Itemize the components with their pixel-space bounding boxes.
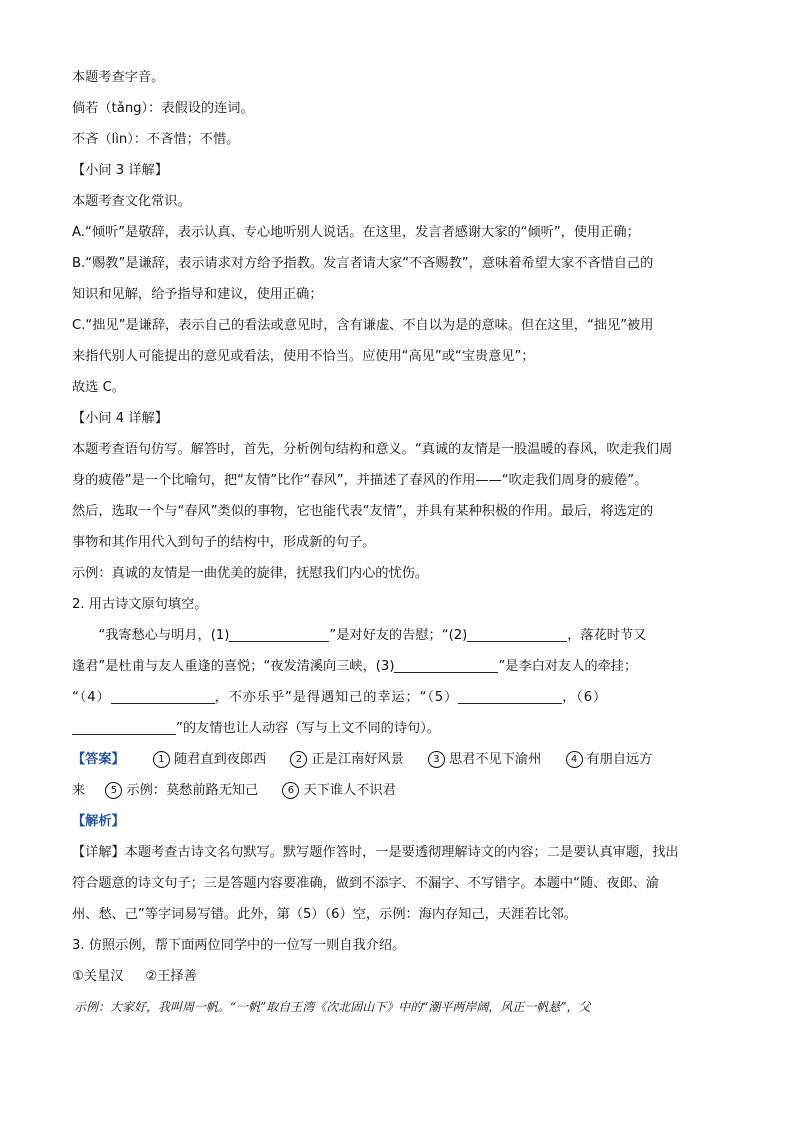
fill-line [72,651,724,682]
circled-number: 2 [290,751,307,768]
answer-text: 天下谁人不识君 [303,783,396,798]
fill-blank-6[interactable] [72,716,176,735]
fill-text: 逢君”是杜甫与友人重逢的喜悦；“夜发清溪向三峡，(3) [72,659,395,674]
fill-line [72,713,724,744]
option-line [72,961,724,992]
answer-item [428,744,541,775]
text-line: 本题考查语句仿写。解答时，首先，分析例句结构和意义。“真诚的友情是一股温暖的春风，吹走我们周 [72,442,673,457]
answer-text: 正是江南好风景 [311,752,404,767]
example-text: 示例：大家好，我叫周一帆。“一帆”取自王湾《次北固山下》中的“潮平两岸阔，风正一帆悬”，父 [74,1000,591,1014]
answer-text: 思君不见下渝州 [448,752,542,767]
fill-blank-3[interactable] [394,654,498,673]
answer-item [282,775,395,806]
analysis-line [72,806,724,837]
text-line: 不吝（lìn）：不吝惜；不惜。 [72,132,240,147]
answer-label: 【答案】 [72,752,125,767]
answer-line [72,775,724,806]
fill-blank-5[interactable] [458,685,562,704]
text-line: C.“拙见”是谦辞，表示自己的看法或意见时，含有谦虚、不自以为是的意味。但在这里，“拙见”被用 [72,318,654,333]
fill-blank-2[interactable] [467,623,567,642]
fill-blank-4[interactable] [111,685,215,704]
analysis-label: 【解析】 [72,814,125,829]
analysis-line [72,837,724,868]
analysis-text: 本题考查古诗文名句默写。默写题作答时，一是要透彻理解诗文的内容；二是要认真审题，找出 [124,845,679,860]
fill-line [72,682,724,713]
text-line: 本题考查字音。 [72,70,165,85]
circled-number: 4 [566,751,583,768]
option-item: ①关星汉 [72,969,124,984]
fill-text: ，落花时节又 [567,628,647,643]
text-line: 故选 C。 [72,380,125,395]
text-line: 本题考查文化常识。 [72,194,191,209]
section-heading: 【小问 4 详解】 [72,411,168,426]
fill-blank-1[interactable] [229,623,329,642]
option-item: ②王择善 [145,969,197,984]
question-title: 2. 用古诗文原句填空。 [72,597,208,612]
text-line: 身的疲倦”是一个比喻句，把“友情”比作“春风”，并描述了春风的作用——“吹走我们周身的疲倦”。 [72,473,648,488]
circled-number: 6 [282,782,299,799]
answer-item [566,744,653,775]
fill-text: ”是李白对友人的牵挂； [498,659,638,674]
fill-text: ”是对好友的告慰；“(2) [329,628,468,643]
circled-number: 3 [428,751,445,768]
section-heading: 【小问 3 详解】 [72,163,168,178]
text-line: 然后，选取一个与“春风”类似的事物，它也能代表“友情”，并具有某种积极的作用。最后，将选定的 [72,504,654,519]
answer-text: 有朋自远方 [586,752,653,767]
text-line: 倘若（tǎng）：表假设的连词。 [72,101,254,116]
fill-text: “（4） [72,690,111,705]
question-title: 3. 仿照示例，帮下面两位同学中的一位写一则自我介绍。 [72,938,406,953]
circled-number: 5 [105,782,122,799]
text-line: 知识和见解，给予指导和建议，使用正确； [72,287,323,302]
fill-text: “我寄愁心与明月，(1) [98,628,230,643]
fill-line [72,620,724,651]
circled-number: 1 [153,751,170,768]
analysis-text: 符合题意的诗文句子；三是答题内容要准确，做到不添字、不漏字、不写错字。本题中“随、夜郎、渝 [72,876,660,891]
text-line: B.“赐教”是谦辞，表示请求对方给予指教。发言者请大家“不吝赐教”，意味着希望大家不吝惜自己的 [72,256,654,271]
fill-text: ，不亦乐乎”是得遇知己的幸运；“（5） [214,690,459,705]
answer-line [72,744,724,775]
answer-text: 示例：莫愁前路无知己 [126,783,259,798]
answer-text: 随君直到夜郎西 [173,752,267,767]
answer-text: 来 [72,783,86,798]
analysis-text: 州、愁、己”等字词易写错。此外，第（5）（6）空，示例：海内存知己，天涯若比邻。 [72,907,577,922]
text-line: A.“倾听”是敬辞，表示认真、专心地听别人说话。在这里，发言者感谢大家的“倾听”，使用正确； [72,225,640,240]
detail-label: 【详解】 [72,845,125,860]
answer-item [153,744,266,775]
answer-item [105,775,258,806]
text-line: 示例：真诚的友情是一曲优美的旋律，抚慰我们内心的忧伤。 [72,566,429,581]
fill-text: ”的友情也让人动容（写与上文不同的诗句）。 [176,721,440,736]
fill-text: ，（6） [562,690,608,705]
text-line: 来指代别人可能提出的意见或看法，使用不恰当。应使用“高见”或“宝贵意见”； [72,349,535,364]
document-page [72,62,724,1023]
text-line: 事物和其作用代入到句子的结构中，形成新的句子。 [72,535,376,550]
answer-item [290,744,403,775]
